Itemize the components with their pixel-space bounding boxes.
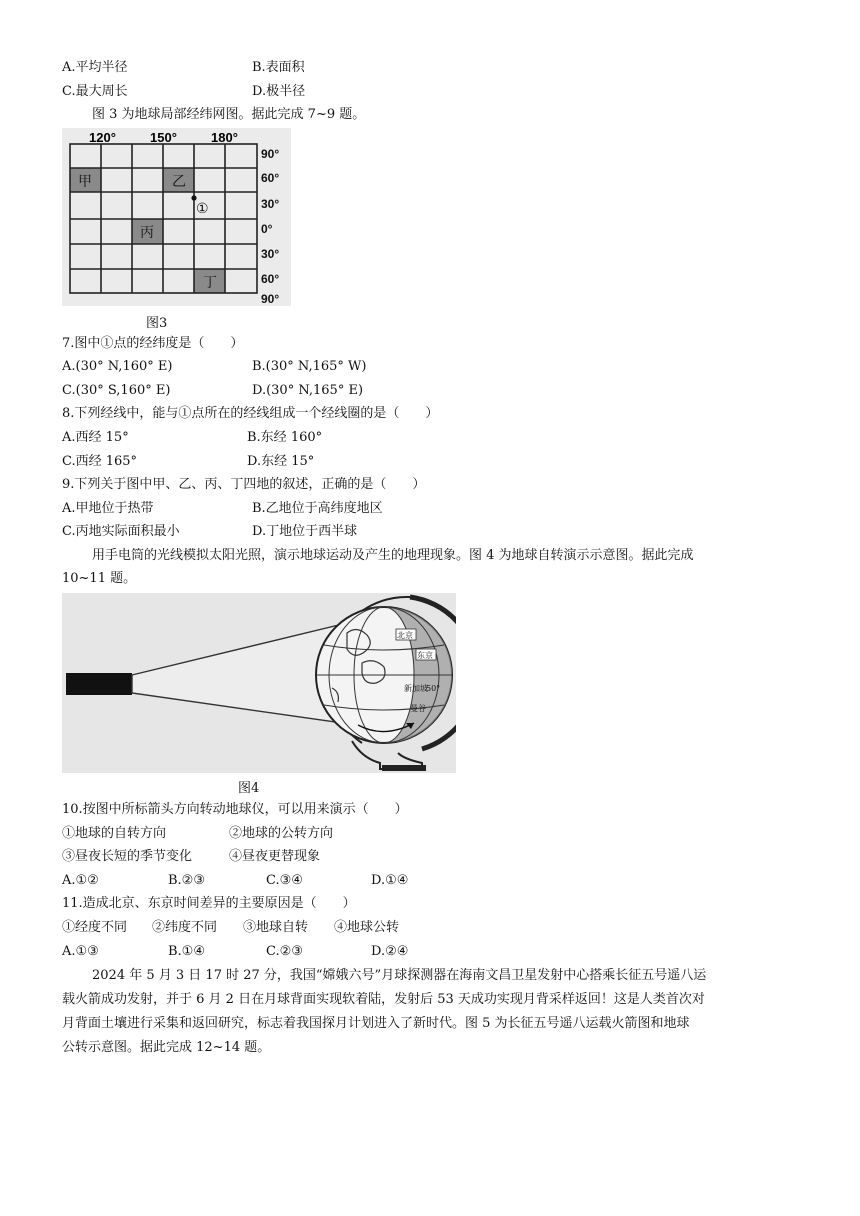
label-xinjiapo: 新加坡: [404, 684, 428, 693]
lat-label-30s: 30°: [261, 247, 280, 261]
lat-label-60s: 60°: [261, 272, 280, 286]
q11-option-d: D.②④: [371, 944, 409, 959]
figure-4-globe-demo: [62, 593, 456, 773]
lon-label-150: 150°: [150, 130, 177, 145]
q9-stem: 9.下列关于图中甲、乙、丙、丁四地的叙述，正确的是（ ）: [62, 477, 426, 492]
passage-line-2: 载火箭成功发射，并于 6 月 2 日在月球背面实现软着陆，发射后 53 天成功实现月背采样返回！这是人类首次对: [62, 992, 705, 1007]
figure-3-grid-map: [62, 128, 291, 306]
lon-label-120: 120°: [89, 130, 116, 145]
q6-option-c: C.最大周长: [62, 84, 128, 99]
label-dongjing: 东京: [417, 651, 433, 660]
q7-stem: 7.图中①点的经纬度是（ ）: [62, 336, 244, 351]
lat-label-30n: 30°: [261, 197, 280, 211]
q11-option-c: C.②③: [266, 944, 303, 959]
q11-option-b: B.①④: [168, 944, 205, 959]
q10-option-b: B.②③: [168, 873, 205, 888]
fig4-intro-line2: 10~11 题。: [62, 571, 137, 586]
q10-option-d: D.①④: [371, 873, 409, 888]
label-mangu: 曼谷: [410, 704, 426, 713]
q9-option-a: A.甲地位于热带: [62, 501, 154, 516]
lat-label-90s: 90°: [261, 292, 280, 306]
lon-label-180: 180°: [211, 130, 238, 145]
q8-stem: 8.下列经线中，能与①点所在的经线组成一个经线圈的是（ ）: [62, 406, 439, 421]
q7-option-b: B.(30° N,165° W): [252, 359, 367, 374]
q10-option-c: C.③④: [266, 873, 303, 888]
q8-option-b: B.东经 160°: [247, 430, 323, 445]
q6-option-d: D.极半径: [252, 84, 306, 99]
q9-option-d: D.丁地位于西半球: [252, 524, 358, 539]
q11-statement-3: ③地球自转: [243, 920, 309, 935]
point-1-label: ①: [196, 201, 209, 217]
q10-statement-4: ④昼夜更替现象: [229, 849, 321, 864]
passage-line-4: 公转示意图。据此完成 12~14 题。: [62, 1040, 271, 1055]
q11-option-a: A.①③: [62, 944, 99, 959]
q11-statement-4: ④地球公转: [334, 920, 400, 935]
q6-option-b: B.表面积: [252, 60, 305, 75]
figure-3-caption: 图3: [146, 316, 168, 331]
label-beijing: 北京: [397, 631, 413, 640]
cell-label-jia: 甲: [78, 174, 92, 190]
q10-statement-3: ③昼夜长短的季节变化: [62, 849, 193, 864]
cell-label-yi: 乙: [172, 174, 186, 190]
cell-label-ding: 丁: [203, 275, 217, 291]
q8-option-c: C.西经 165°: [62, 454, 138, 469]
q10-option-a: A.①②: [62, 873, 99, 888]
flashlight-icon: [66, 673, 132, 695]
q8-option-d: D.东经 15°: [247, 454, 315, 469]
figure-4-caption: 图4: [238, 781, 260, 796]
lat-label-90n: 90°: [261, 147, 280, 161]
q10-statement-1: ①地球的自转方向: [62, 826, 167, 841]
q7-option-c: C.(30° S,160° E): [62, 383, 171, 398]
q10-statement-2: ②地球的公转方向: [229, 826, 334, 841]
passage-line-1: 2024 年 5 月 3 日 17 时 27 分，我国“嫦娥六号”月球探测器在海南文昌卫星发射中心搭乘长征五号遥八运: [92, 968, 707, 983]
lat-label-60n: 60°: [261, 171, 280, 185]
q10-stem: 10.按图中所标箭头方向转动地球仪，可以用来演示（ ）: [62, 802, 408, 817]
q11-statement-2: ②纬度不同: [152, 920, 218, 935]
q9-option-b: B.乙地位于高纬度地区: [252, 501, 383, 516]
q6-option-a: A.平均半径: [62, 60, 128, 75]
q9-option-c: C.丙地实际面积最小: [62, 524, 180, 539]
cell-label-bing: 丙: [140, 225, 154, 241]
q11-statement-1: ①经度不同: [62, 920, 128, 935]
q7-option-a: A.(30° N,160° E): [62, 359, 173, 374]
point-1-marker: [191, 195, 196, 200]
q11-stem: 11.造成北京、东京时间差异的主要原因是（ ）: [62, 896, 356, 911]
q8-option-a: A.西经 15°: [62, 430, 129, 445]
q7-option-d: D.(30° N,165° E): [252, 383, 364, 398]
fig3-intro: 图 3 为地球局部经纬网图。据此完成 7~9 题。: [92, 107, 366, 122]
lat-label-0: 0°: [261, 222, 273, 236]
passage-line-3: 月背面土壤进行采集和返回研究，标志着我国探月计划进入了新时代。图 5 为长征五号遥八运载火箭图和地球: [62, 1016, 690, 1031]
fig4-intro-line1: 用手电筒的光线模拟太阳光照，演示地球运动及产生的地理现象。图 4 为地球自转演示示意图。据此完成: [92, 548, 694, 563]
label-50deg: 50°: [426, 684, 441, 693]
